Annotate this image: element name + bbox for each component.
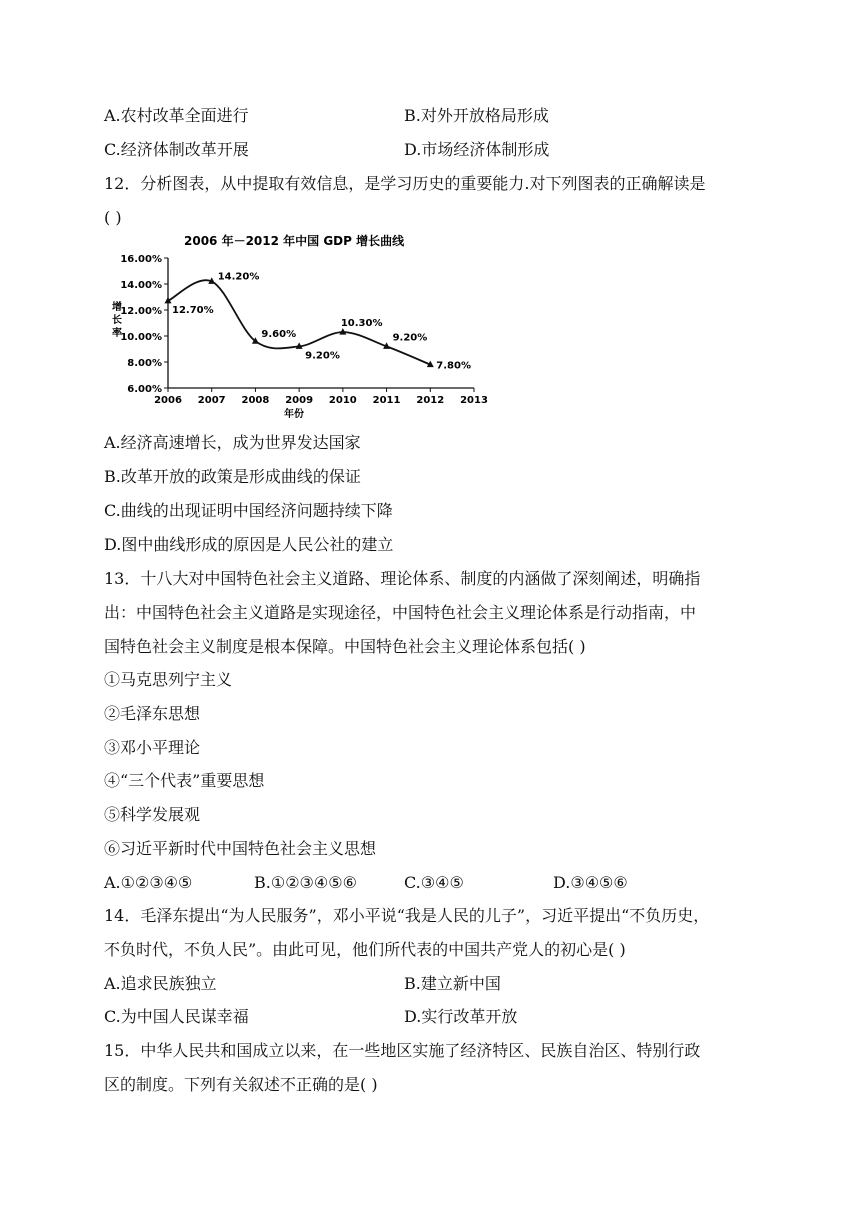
chart-xlabel: 年份	[284, 409, 304, 420]
q13-item-6: ⑥习近平新时代中国特色社会主义思想	[104, 839, 377, 858]
q11-option-c: C.经济体制改革开展	[104, 140, 249, 159]
data-label: 10.30%	[340, 318, 383, 330]
q12-option-d: D.图中曲线形成的原因是人民公社的建立	[104, 535, 394, 554]
q12-option-b: B.改革开放的政策是形成曲线的保证	[104, 467, 361, 486]
q13-option-c: C.③④⑤	[404, 873, 464, 892]
x-tick-label: 2011	[372, 395, 401, 406]
q14-option-c: C.为中国人民谋幸福	[104, 1007, 249, 1026]
gdp-growth-chart	[104, 230, 494, 420]
q12-option-a: A.经济高速增长，成为世界发达国家	[104, 433, 361, 452]
y-tick-label: 16.00%	[120, 254, 162, 265]
q13-item-3: ③邓小平理论	[104, 738, 201, 757]
q13-item-2: ②毛泽东思想	[104, 704, 201, 723]
x-tick-label: 2006	[154, 395, 182, 406]
data-label: 9.60%	[261, 329, 297, 341]
q13-item-1: ①马克思列宁主义	[104, 670, 233, 689]
q13-item-5: ⑤科学发展观	[104, 805, 201, 824]
q13-option-b: B.①②③④⑤⑥	[254, 873, 357, 892]
data-label: 12.70%	[172, 304, 214, 316]
q13-option-d: D.③④⑤⑥	[553, 873, 628, 892]
q11-option-d: D.市场经济体制形成	[404, 140, 550, 159]
q11-option-b: B.对外开放格局形成	[404, 106, 549, 125]
q14-stem-line-2: 不负时代，不负人民”。由此可见，他们所代表的中国共产党人的初心是( )	[104, 940, 626, 959]
x-tick-label: 2010	[328, 395, 357, 406]
q13-stem-line-2: 出：中国特色社会主义道路是实现途径，中国特色社会主义理论体系是行动指南，中	[104, 603, 697, 622]
data-label: 7.80%	[436, 360, 471, 372]
q14-option-b: B.建立新中国	[404, 974, 501, 993]
y-tick-label: 14.00%	[120, 280, 162, 291]
q14-option-d: D.实行改革开放	[404, 1007, 518, 1026]
data-label: 9.20%	[305, 350, 340, 362]
x-tick-label: 2012	[416, 395, 445, 406]
q14-stem-line-1: 14．毛泽东提出“为人民服务”，邓小平说“我是人民的儿子”，习近平提出“不负历史，	[104, 906, 710, 925]
q13-stem-line-3: 国特色社会主义制度是根本保障。中国特色社会主义理论体系包括( )	[104, 637, 586, 656]
q13-stem-line-1: 13．十八大对中国特色社会主义道路、理论体系、制度的内涵做了深刻阐述，明确指	[104, 569, 701, 588]
chart-title: 2006 年－2012 年中国 GDP 增长曲线	[184, 234, 405, 248]
y-tick-label: 8.00%	[127, 358, 162, 369]
data-label: 9.20%	[392, 332, 428, 344]
q12-stem-line-1: 12．分析图表，从中提取有效信息，是学习历史的重要能力.对下列图表的正确解读是	[104, 174, 706, 193]
y-tick-label: 10.00%	[120, 332, 162, 343]
q15-stem-line-1: 15．中华人民共和国成立以来，在一些地区实施了经济特区、民族自治区、特别行政	[104, 1041, 701, 1060]
q12-stem-line-2: ( )	[104, 208, 122, 227]
q11-option-a: A.农村改革全面进行	[104, 106, 249, 125]
chart-ylabel: 增长率	[112, 302, 122, 339]
y-tick-label: 6.00%	[127, 384, 162, 395]
q12-option-c: C.曲线的出现证明中国经济问题持续下降	[104, 501, 393, 520]
q14-option-a: A.追求民族独立	[104, 974, 217, 993]
q13-option-a: A.①②③④⑤	[104, 873, 193, 892]
x-tick-label: 2008	[241, 395, 270, 406]
series-line	[168, 280, 430, 364]
data-label: 14.20%	[217, 271, 260, 283]
q13-item-4: ④“三个代表”重要思想	[104, 771, 265, 790]
x-tick-label: 2007	[197, 395, 226, 406]
x-tick-label: 2013	[460, 395, 488, 406]
y-tick-label: 12.00%	[120, 306, 162, 317]
x-tick-label: 2009	[285, 395, 314, 406]
gdp-growth-chart-svg	[104, 230, 494, 420]
q15-stem-line-2: 区的制度。下列有关叙述不正确的是( )	[104, 1075, 378, 1094]
